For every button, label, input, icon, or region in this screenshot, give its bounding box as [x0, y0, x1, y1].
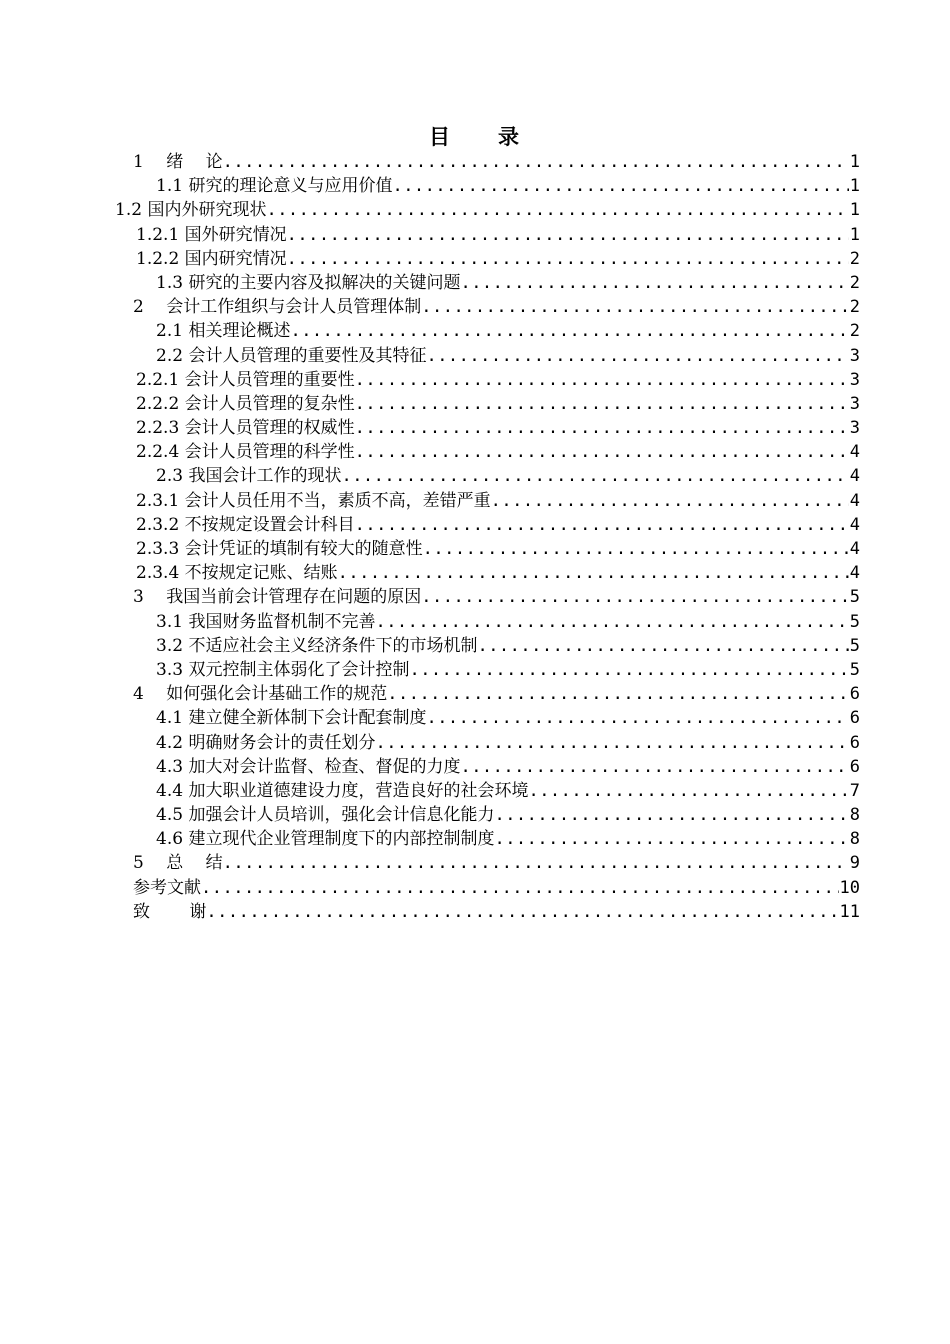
- toc-entry-page: 2: [849, 297, 860, 318]
- toc-entry-label: 4.5 加强会计人员培训，强化会计信息化能力: [156, 805, 495, 826]
- toc-entry: [0, 223, 950, 247]
- toc-entry-label: 1.2.2 国内研究情况: [136, 248, 287, 269]
- toc-entry-label: 4.4 加大职业道德建设力度，营造良好的社会环境: [156, 780, 529, 801]
- toc-entry: [0, 851, 950, 875]
- toc-entry-page: 4: [849, 563, 860, 584]
- toc-entry-page: 5: [849, 659, 860, 680]
- toc-entry: [0, 610, 950, 634]
- dot-leader: [460, 755, 848, 779]
- toc-title: 目 录: [429, 124, 521, 149]
- toc-entry: [0, 634, 950, 658]
- toc-entry-page: 11: [839, 901, 860, 922]
- toc-entry-label: 致 谢: [133, 901, 207, 922]
- dot-leader: [355, 440, 849, 464]
- toc-entry: [0, 464, 950, 488]
- toc-entry-page: 1: [849, 224, 860, 245]
- toc-entry-label: 4.2 明确财务会计的责任划分: [156, 732, 376, 753]
- dot-leader: [387, 682, 849, 706]
- toc-entry-label: 4.3 加大对会计监督、检查、督促的力度: [156, 756, 461, 777]
- toc-entry: [0, 731, 950, 755]
- dot-leader: [494, 803, 848, 827]
- dot-leader: [266, 198, 848, 222]
- toc-entry: [0, 658, 950, 682]
- dot-leader: [421, 585, 849, 609]
- toc-entry-page: 1: [849, 176, 860, 197]
- dot-leader: [355, 368, 849, 392]
- toc-entry-label: 1.3 研究的主要内容及拟解决的关键问题: [156, 272, 461, 293]
- toc-entry-page: 6: [849, 732, 860, 753]
- toc-entry-page: 4: [849, 490, 860, 511]
- toc-entry: [0, 319, 950, 343]
- toc-entry-label: 1 绪 论: [133, 152, 223, 172]
- dot-leader: [341, 464, 848, 488]
- dot-leader: [421, 295, 849, 319]
- toc-entry-label: 4 如何强化会计基础工作的规范: [133, 684, 388, 705]
- toc-entry-label: 2.3.4 不按规定记账、结账: [136, 563, 338, 584]
- toc-entry-label: 2.3.1 会计人员任用不当，素质不高，差错严重: [136, 490, 491, 511]
- toc-entry-page: 10: [839, 877, 860, 898]
- toc-entry-label: 2.2 会计人员管理的重要性及其特征: [156, 345, 427, 366]
- toc-entry-page: 2: [849, 248, 860, 269]
- dot-leader: [375, 610, 848, 634]
- toc-entry: [0, 174, 950, 198]
- dot-leader: [287, 247, 849, 271]
- toc-entry-page: 4: [849, 442, 860, 463]
- toc-entry: [0, 827, 950, 851]
- dot-leader: [206, 900, 838, 924]
- toc-entry-page: 4: [849, 539, 860, 559]
- toc-entry: [0, 247, 950, 271]
- toc-list: [0, 150, 950, 924]
- toc-entry-page: 1: [849, 152, 860, 172]
- dot-leader: [491, 489, 849, 513]
- toc-entry-page: 3: [849, 418, 860, 439]
- dot-leader: [375, 731, 848, 755]
- toc-entry-label: 2.2.1 会计人员管理的重要性: [136, 369, 355, 390]
- toc-entry-label: 3 我国当前会计管理存在问题的原因: [133, 587, 422, 608]
- toc-entry-label: 4.1 建立健全新体制下会计配套制度: [156, 708, 427, 729]
- dot-leader: [355, 392, 849, 416]
- toc-entry: [0, 198, 950, 222]
- dot-leader: [355, 416, 849, 440]
- dot-leader: [423, 537, 849, 561]
- toc-entry: [0, 585, 950, 609]
- toc-entry-label: 2.2.4 会计人员管理的科学性: [136, 442, 355, 463]
- toc-entry-label: 2.2.3 会计人员管理的权威性: [136, 418, 355, 439]
- toc-entry-label: 3.1 我国财务监督机制不完善: [156, 611, 376, 632]
- toc-entry-page: 5: [849, 635, 860, 656]
- toc-entry-label: 1.2 国内外研究现状: [115, 200, 267, 221]
- toc-entry-label: 参考文献: [133, 877, 201, 898]
- toc-entry: [0, 513, 950, 537]
- dot-leader: [223, 150, 849, 174]
- toc-entry-page: 9: [849, 853, 860, 874]
- toc-entry-page: 2: [849, 272, 860, 293]
- dot-leader: [494, 827, 848, 851]
- toc-entry-page: 6: [849, 684, 860, 705]
- toc-entry-page: 1: [849, 200, 860, 221]
- toc-entry: [0, 682, 950, 706]
- toc-entry-page: 4: [849, 466, 860, 487]
- toc-entry-page: 5: [849, 587, 860, 608]
- toc-entry-label: 2 会计工作组织与会计人员管理体制: [133, 297, 422, 318]
- dot-leader: [290, 319, 848, 343]
- dot-leader: [426, 344, 848, 368]
- toc-entry-page: 3: [849, 393, 860, 414]
- dot-leader: [201, 876, 839, 900]
- toc-entry: [0, 416, 950, 440]
- toc-entry-page: 8: [849, 829, 860, 850]
- toc-entry: [0, 489, 950, 513]
- toc-entry: [0, 295, 950, 319]
- toc-entry: [0, 392, 950, 416]
- toc-entry-label: 3.3 双元控制主体弱化了会计控制: [156, 659, 410, 680]
- dot-leader: [392, 174, 848, 198]
- toc-entry-label: 2.1 相关理论概述: [156, 321, 291, 342]
- toc-entry: [0, 779, 950, 803]
- toc-entry-label: 5 总 结: [133, 853, 223, 874]
- dot-leader: [409, 658, 848, 682]
- toc-entry-page: 8: [849, 805, 860, 826]
- toc-entry-page: 4: [849, 514, 860, 535]
- toc-entry-label: 1.1 研究的理论意义与应用价值: [156, 176, 393, 197]
- dot-leader: [355, 513, 849, 537]
- toc-entry-label: 2.3.2 不按规定设置会计科目: [136, 514, 355, 535]
- toc-entry-page: 6: [849, 756, 860, 777]
- toc-entry-page: 6: [849, 708, 860, 729]
- toc-entry: [0, 803, 950, 827]
- toc-entry-page: 7: [849, 780, 860, 801]
- dot-leader: [477, 634, 848, 658]
- toc-entry-page: 5: [849, 611, 860, 632]
- toc-entry-page: 3: [849, 345, 860, 366]
- toc-entry: [0, 537, 950, 561]
- toc-entry: [0, 440, 950, 464]
- toc-entry: [0, 368, 950, 392]
- dot-leader: [528, 779, 848, 803]
- dot-leader: [223, 851, 849, 875]
- toc-entry-label: 3.2 不适应社会主义经济条件下的市场机制: [156, 635, 478, 656]
- toc-entry: [0, 755, 950, 779]
- toc-entry-page: 2: [849, 321, 860, 342]
- toc-entry-label: 2.3 我国会计工作的现状: [156, 466, 342, 487]
- toc-entry-label: 2.3.3 会计凭证的填制有较大的随意性: [136, 539, 423, 559]
- dot-leader: [338, 561, 849, 585]
- dot-leader: [460, 271, 848, 295]
- dot-leader: [426, 706, 848, 730]
- toc-entry-label: 2.2.2 会计人员管理的复杂性: [136, 393, 355, 414]
- toc-entry: [0, 150, 950, 174]
- toc-entry: [0, 900, 950, 924]
- toc-entry: [0, 876, 950, 900]
- toc-entry: [0, 344, 950, 368]
- toc-entry: [0, 706, 950, 730]
- toc-entry-page: 3: [849, 369, 860, 390]
- toc-entry: [0, 271, 950, 295]
- toc-entry-label: 1.2.1 国外研究情况: [136, 224, 287, 245]
- toc-entry: [0, 561, 950, 585]
- toc-entry-label: 4.6 建立现代企业管理制度下的内部控制制度: [156, 829, 495, 850]
- dot-leader: [287, 223, 849, 247]
